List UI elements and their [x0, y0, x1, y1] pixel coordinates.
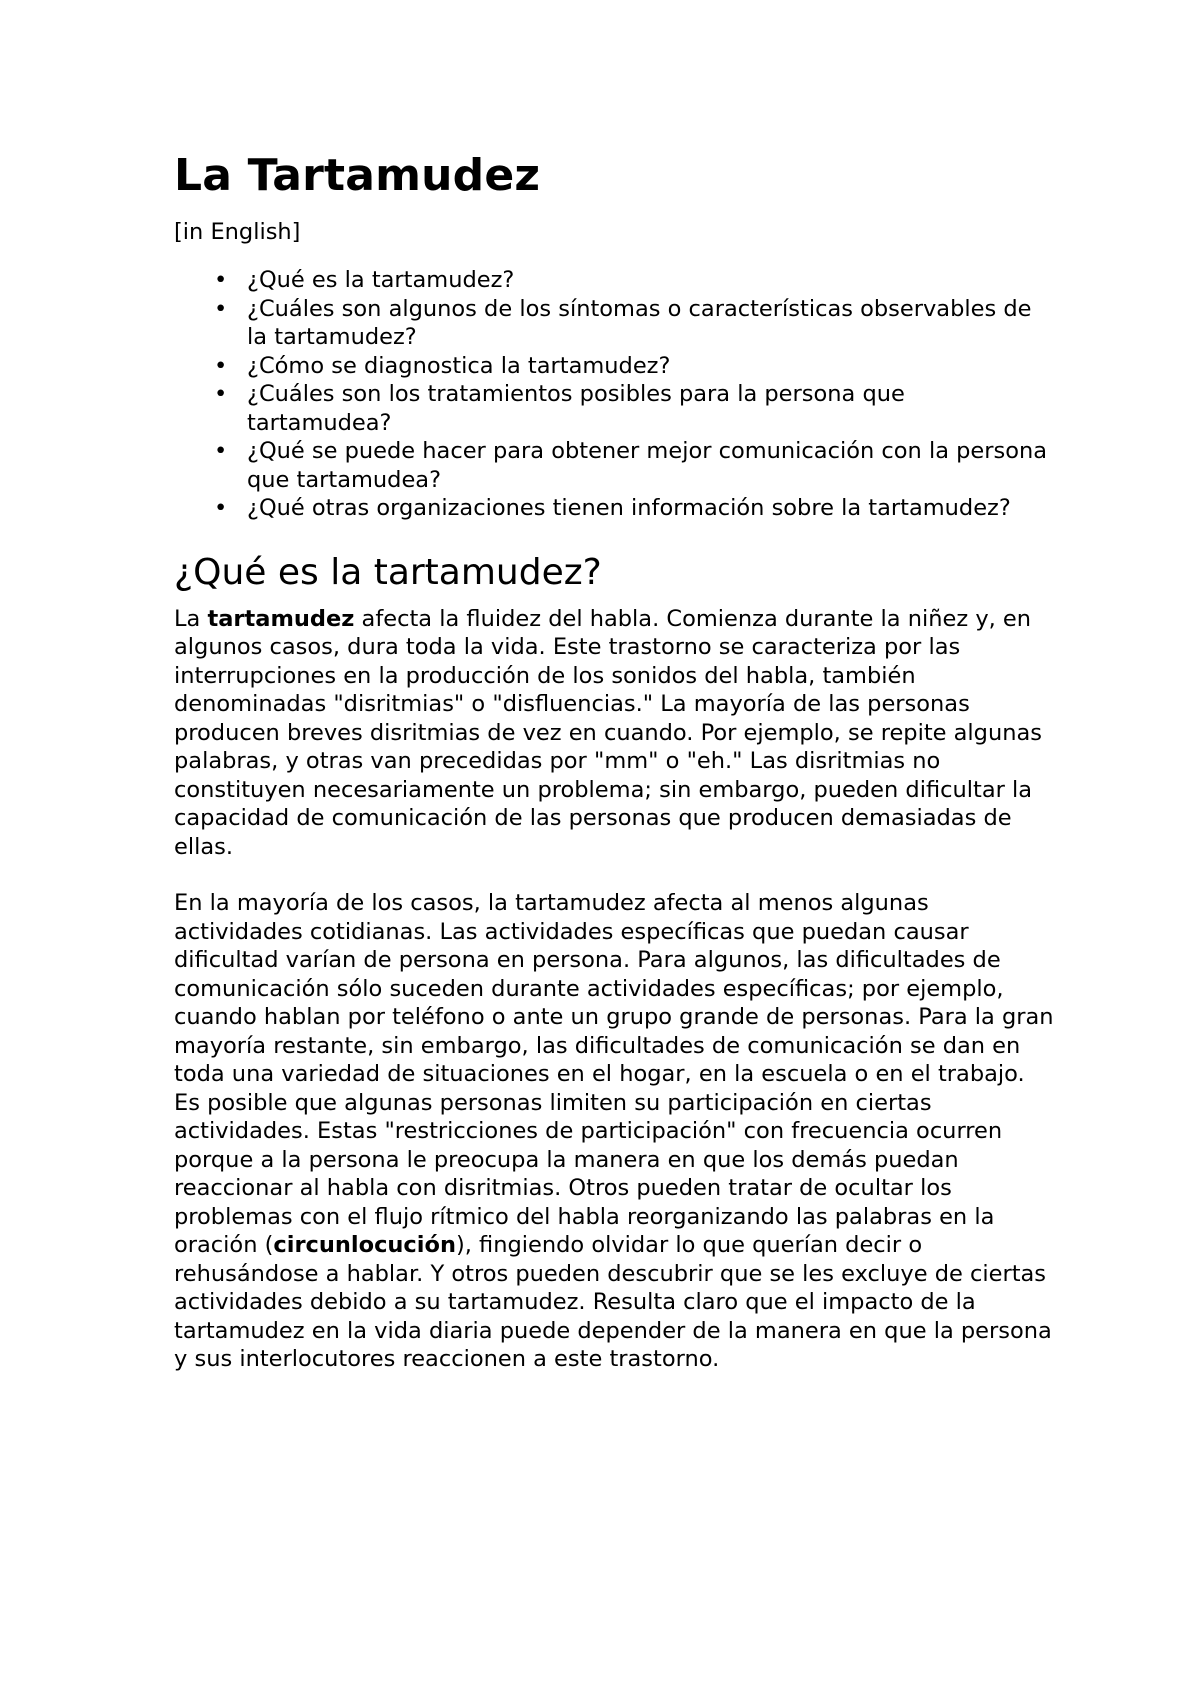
language-link[interactable]: [in English] [174, 219, 301, 245]
toc-item-label[interactable]: ¿Cuáles son algunos de los síntomas o características observables de la tartamudez? [247, 295, 1032, 350]
toc-item-label[interactable]: ¿Qué es la tartamudez? [247, 267, 515, 293]
section-heading: ¿Qué es la tartamudez? [174, 551, 602, 593]
bold-term: tartamudez [207, 605, 355, 632]
paragraph-text: La [174, 605, 208, 632]
bullet-icon: • [214, 438, 228, 464]
paragraph-text: En la mayoría de los casos, la tartamudez afecta al menos algunas actividades cotidianas. Las actividades específicas que puedan causar dificultad varían de persona en persona. Para algunos, las dificultades de comunicación sólo suceden durante actividades específicas; por ejemplo, cuando hablan por teléfono o ante un grupo grande de personas. Para la gran mayoría restante, sin embargo, las dificultades de comunicación se dan en toda una variedad de situaciones en el hogar, en la escuela o en el trabajo. Es posible que algunas personas limiten su participación en ciertas actividades. Estas "restricciones de participación" con frecuencia ocurren porque a la persona le preocupa la manera en que los demás puedan reaccionar al habla con disritmias. Otros pueden tratar de ocultar los problemas con el flujo rítmico del habla reorganizando las palabras en la oración ( [174, 890, 1054, 1258]
toc-item-label[interactable]: ¿Qué otras organizaciones tienen información sobre la tartamudez? [247, 495, 1011, 521]
bullet-icon: • [214, 495, 228, 521]
bold-term: circunlocución [273, 1232, 456, 1258]
toc-item[interactable] [174, 295, 1054, 352]
paragraph-impact [174, 889, 1054, 1374]
page-title: La Tartamudez [174, 150, 541, 201]
paragraph-text: ), fingiendo olvidar lo que querían decir o rehusándose a hablar. Y otros pueden descubrir que se les excluye de ciertas actividades debido a su tartamudez. Resulta claro que el impacto de la tartamudez en la vida diaria puede depender de la manera en que la persona y sus interlocutores reaccionen a este trastorno. [174, 1232, 1052, 1372]
toc-item-label[interactable]: ¿Qué se puede hacer para obtener mejor comunicación con la persona que tartamudea? [247, 438, 1048, 493]
toc-item-label[interactable]: ¿Cuáles son los tratamientos posibles para la persona que tartamudea? [247, 381, 905, 436]
bullet-icon: • [214, 295, 228, 322]
document-page [174, 150, 1054, 1402]
bullet-icon: • [214, 352, 228, 379]
paragraph-definition [174, 605, 1054, 862]
toc-item[interactable] [174, 352, 1054, 381]
table-of-contents [174, 266, 1054, 523]
bullet-icon: • [214, 267, 228, 293]
toc-item-label[interactable]: ¿Cómo se diagnostica la tartamudez? [247, 352, 671, 379]
toc-item[interactable] [174, 494, 1054, 523]
toc-item[interactable] [174, 380, 1054, 437]
toc-item[interactable] [174, 437, 1054, 494]
toc-item[interactable] [174, 266, 1054, 295]
bullet-icon: • [214, 381, 228, 407]
paragraph-text: afecta la fluidez del habla. Comienza durante la niñez y, en algunos casos, dura toda la vida. Este trastorno se caracteriza por las interrupciones en la producción de los sonidos del habla, también denominadas "disritmias" o "disfluencias." La mayoría de las personas producen breves disritmias de vez en cuando. Por ejemplo, se repite algunas palabras, y otras van precedidas por "mm" o "eh." Las disritmias no constituyen necesariamente un problema; sin embargo, pueden dificultar la capacidad de comunicación de las personas que producen demasiadas de ellas. [174, 605, 1042, 860]
